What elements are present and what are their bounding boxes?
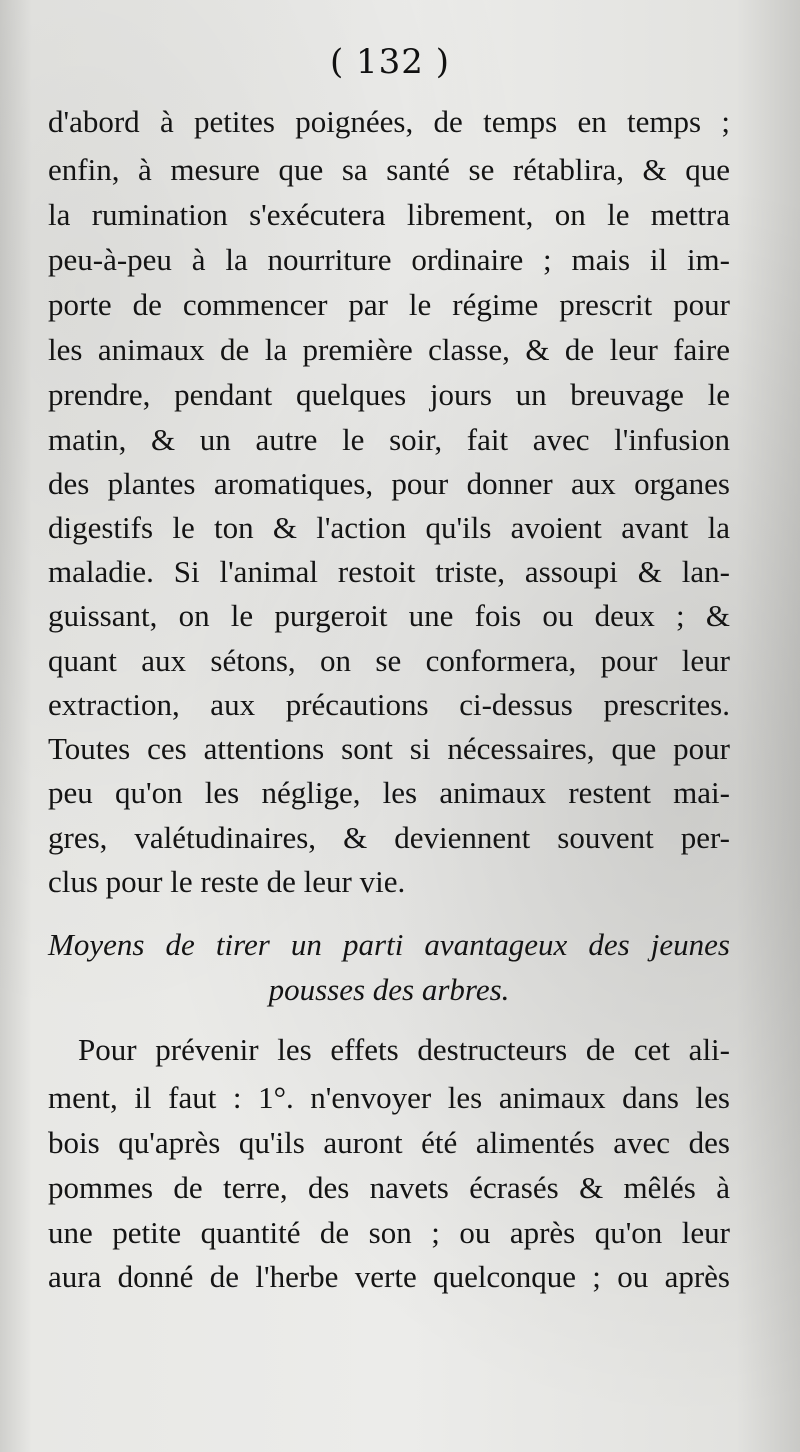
text-line: Pour prévenir les effets destructeurs de cet ali- — [78, 1032, 730, 1067]
text-line: bois qu'après qu'ils auront été alimentés avec des — [48, 1125, 730, 1160]
text-line: d'abord à petites poignées, de temps en temps ; — [48, 104, 730, 139]
text-line: ment, il faut : 1°. n'envoyer les animaux dans les — [48, 1080, 730, 1115]
text-line: guissant, on le purgeroit une fois ou deux ; & — [48, 598, 730, 633]
section-heading: Moyens de tirer un parti avantageux des jeunes — [48, 927, 730, 962]
text-line: clus pour le reste de leur vie. — [48, 864, 406, 899]
text-line: aura donné de l'herbe verte quelconque ; ou après — [48, 1259, 730, 1294]
text-line: digestifs le ton & l'action qu'ils avoient avant la — [48, 510, 730, 545]
text-line: pommes de terre, des navets écrasés & mêlés à — [48, 1170, 730, 1205]
section-heading: pousses des arbres. — [268, 972, 510, 1007]
text-line: prendre, pendant quelques jours un breuvage le — [48, 377, 730, 412]
text-line: quant aux sétons, on se conformera, pour leur — [48, 643, 730, 678]
text-line: Toutes ces attentions sont si nécessaires, que pour — [48, 731, 730, 766]
text-line: maladie. Si l'animal restoit triste, assoupi & lan- — [48, 554, 730, 589]
text-line: peu qu'on les néglige, les animaux restent mai- — [48, 775, 730, 810]
text-line: porte de commencer par le régime prescrit pour — [48, 287, 730, 322]
text-line: peu-à-peu à la nourriture ordinaire ; mais il im- — [48, 242, 730, 277]
text-line: extraction, aux précautions ci-dessus prescrites. — [48, 687, 730, 722]
text-line: la rumination s'exécutera librement, on le mettra — [48, 197, 730, 232]
text-line: gres, valétudinaires, & deviennent souvent per- — [48, 820, 730, 855]
page-number: ( 132 ) — [329, 42, 451, 82]
text-line: les animaux de la première classe, & de leur faire — [48, 332, 730, 367]
text-line: des plantes aromatiques, pour donner aux organes — [48, 466, 730, 501]
text-line: une petite quantité de son ; ou après qu'on leur — [48, 1215, 730, 1250]
text-line: enfin, à mesure que sa santé se rétablira, & que — [48, 152, 730, 187]
text-line: matin, & un autre le soir, fait avec l'infusion — [48, 422, 730, 457]
